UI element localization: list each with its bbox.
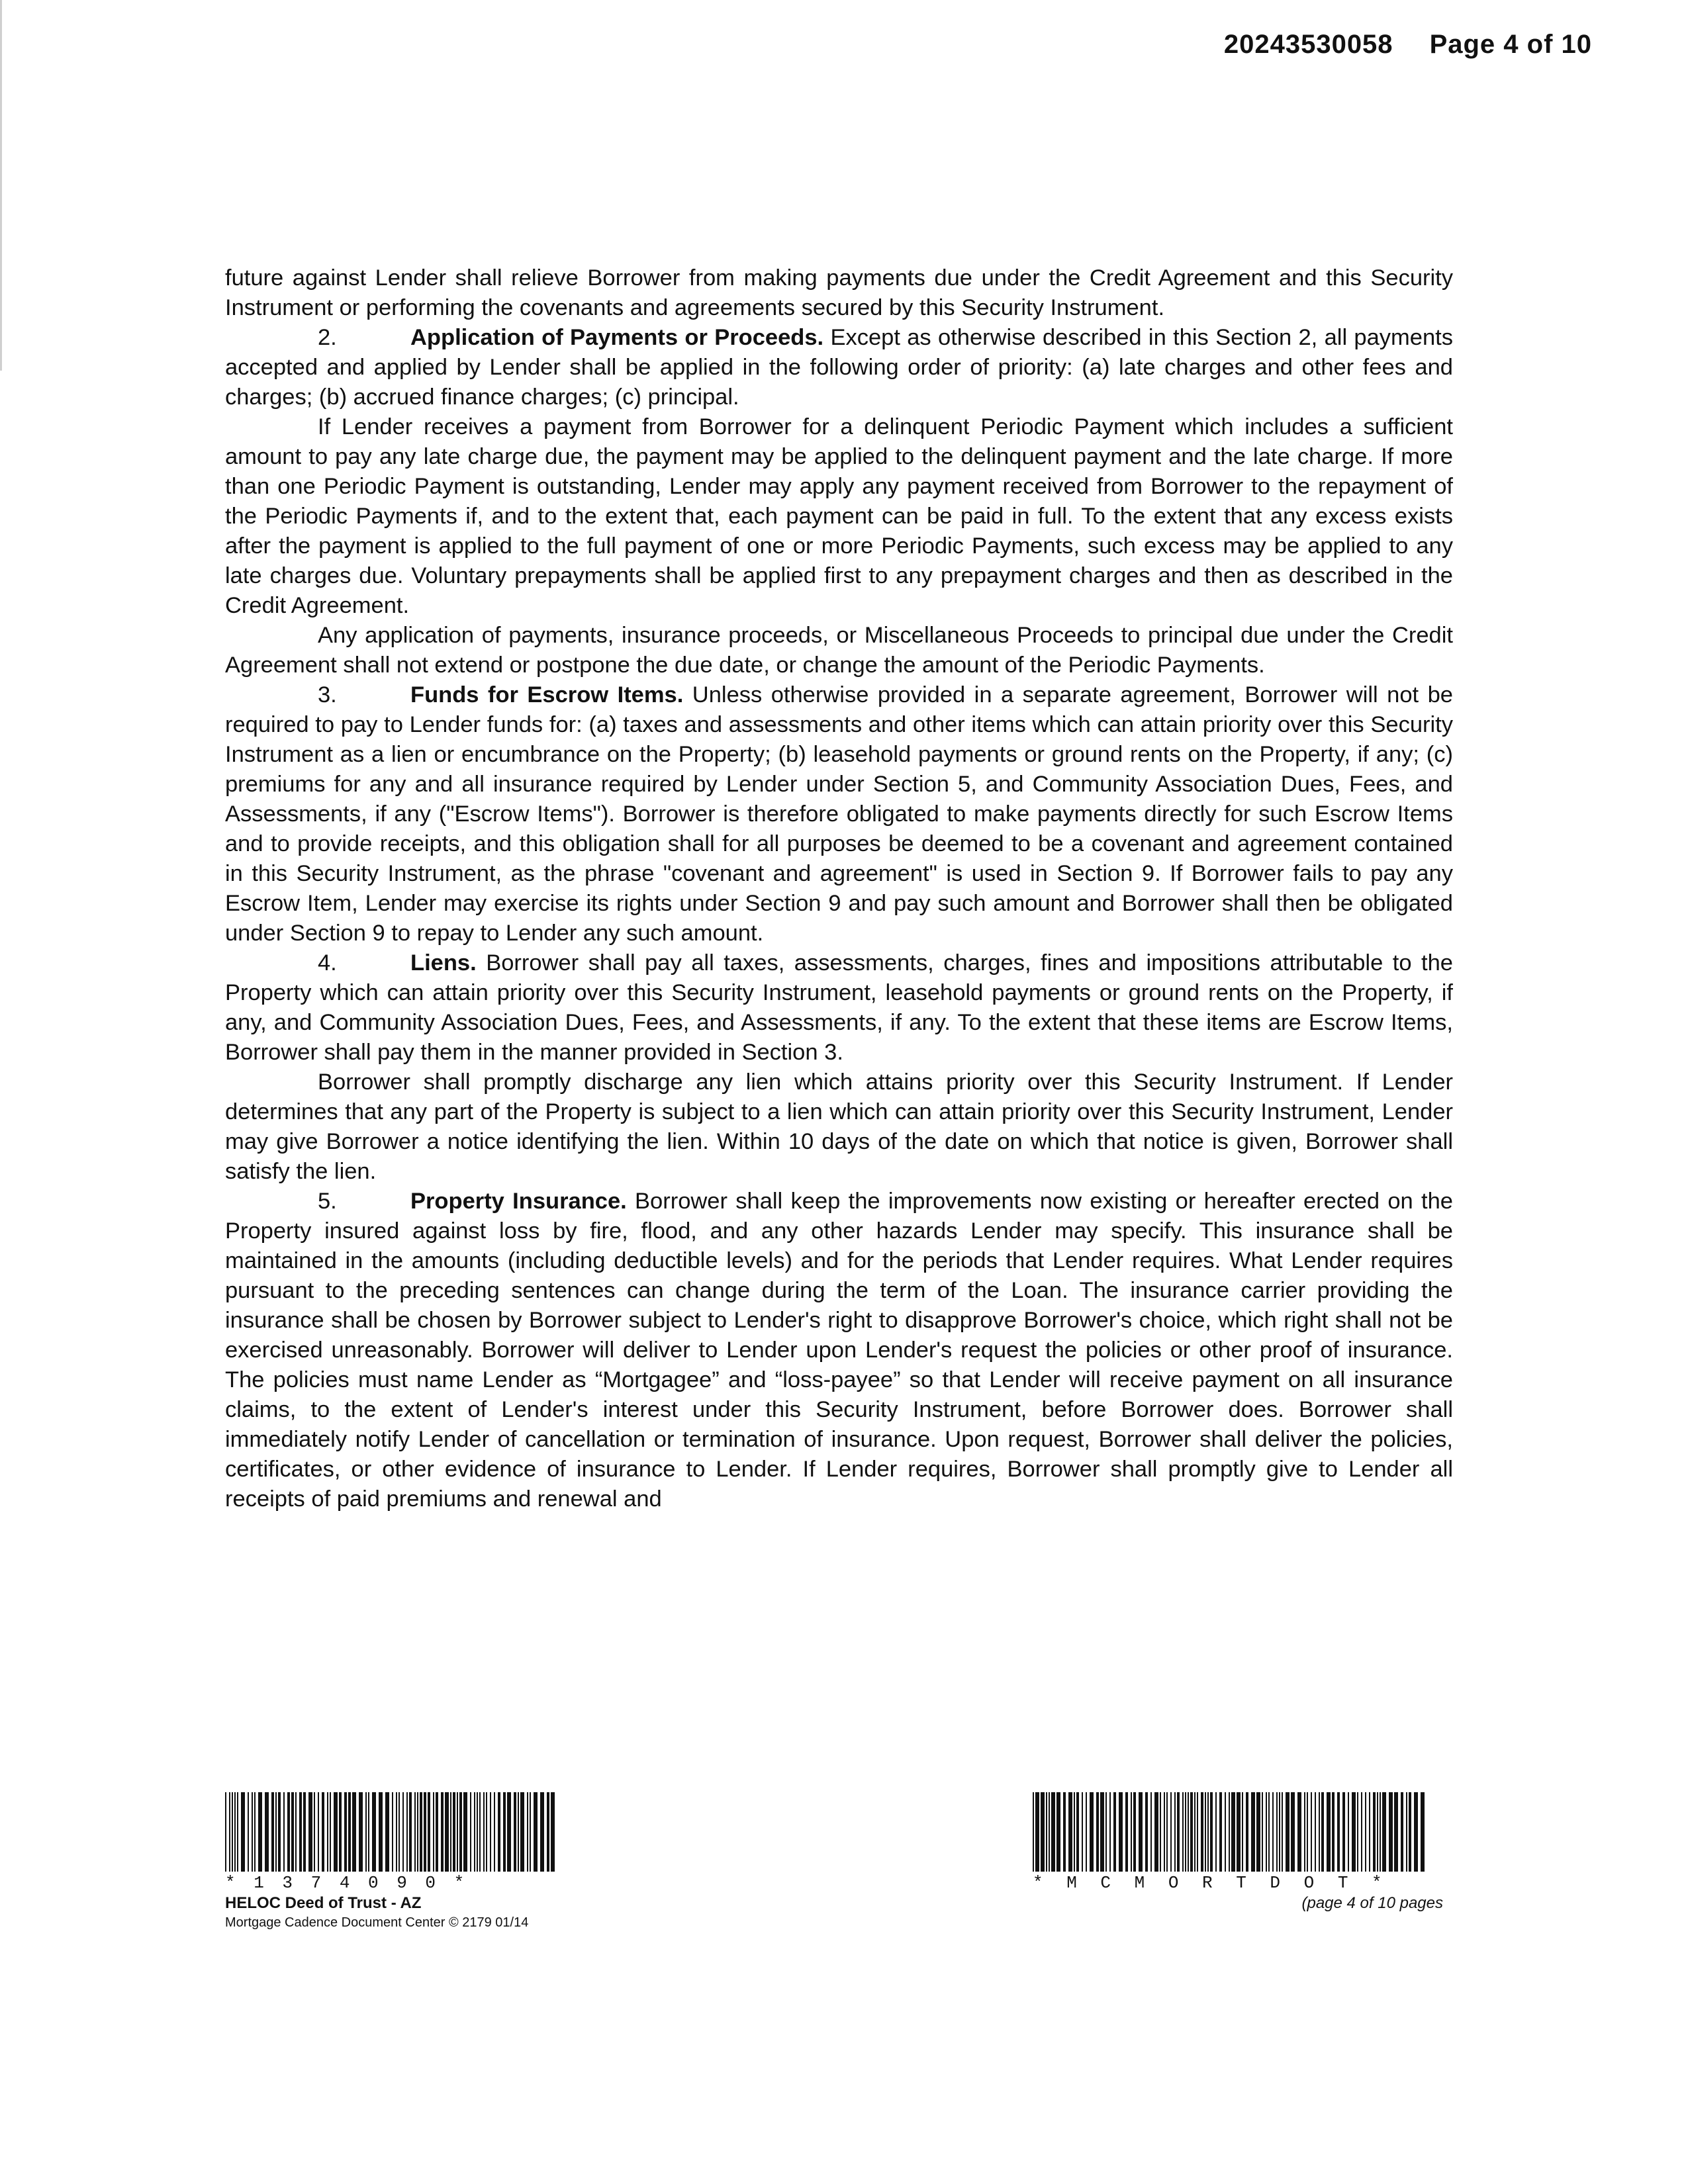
section-3-number: 3. bbox=[318, 682, 337, 707]
barcode-bar bbox=[1046, 1792, 1047, 1872]
barcode-bar bbox=[457, 1792, 458, 1872]
section-2-text: Except as otherwise described in this Section 2, all payments accepted and applied by Lender shall be applied in the following order of priority: (a) late charges and other fees and charges; (b) accrued finance charges; (c) principal. bbox=[225, 325, 1454, 410]
barcode-bar bbox=[237, 1792, 238, 1872]
barcode-bar bbox=[1164, 1792, 1165, 1872]
barcode-bar bbox=[1185, 1792, 1186, 1872]
barcode-bar bbox=[1225, 1792, 1226, 1872]
barcode-bar bbox=[1237, 1792, 1241, 1872]
barcode-bar bbox=[1342, 1792, 1345, 1872]
barcode-bar bbox=[1315, 1792, 1316, 1872]
barcode-bar bbox=[441, 1792, 444, 1872]
barcode-bar bbox=[1266, 1792, 1267, 1872]
barcode-bar bbox=[1279, 1792, 1280, 1872]
barcode-bar bbox=[486, 1792, 487, 1872]
barcode-bar bbox=[1150, 1792, 1152, 1872]
barcode-bar bbox=[287, 1792, 290, 1872]
barcode-bar bbox=[1139, 1792, 1143, 1872]
barcode-bar bbox=[330, 1792, 331, 1872]
barcode-bar bbox=[1242, 1792, 1243, 1872]
barcode-right-text: * M C M O R T D O T * bbox=[1033, 1873, 1389, 1893]
barcode-bar bbox=[1373, 1792, 1376, 1872]
barcode-bar bbox=[534, 1792, 538, 1872]
section-5-title: Property Insurance. bbox=[410, 1189, 627, 1214]
barcode-bar bbox=[1197, 1792, 1198, 1872]
barcode-bar bbox=[1160, 1792, 1161, 1872]
barcode-bar bbox=[283, 1792, 285, 1872]
barcode-bar bbox=[1282, 1792, 1283, 1872]
barcode-bar bbox=[1401, 1792, 1403, 1872]
barcode-bar bbox=[551, 1792, 555, 1872]
barcode-bar bbox=[275, 1792, 277, 1872]
page-header bbox=[1224, 30, 1592, 60]
barcode-bar bbox=[1394, 1792, 1398, 1872]
barcode-bar bbox=[1311, 1792, 1312, 1872]
barcode-bar bbox=[1035, 1792, 1039, 1872]
barcode-bar bbox=[1215, 1792, 1217, 1872]
section-3 bbox=[225, 680, 1453, 948]
barcode-bar bbox=[1076, 1792, 1079, 1872]
barcode-bar bbox=[308, 1792, 312, 1872]
barcode-bar bbox=[1262, 1792, 1263, 1872]
barcode-bar bbox=[483, 1792, 485, 1872]
barcode-bar bbox=[1406, 1792, 1407, 1872]
barcode-bar bbox=[322, 1792, 324, 1872]
barcode-bar bbox=[424, 1792, 426, 1872]
barcode-bar bbox=[258, 1792, 262, 1872]
barcode-bar bbox=[1327, 1792, 1331, 1872]
barcode-bar bbox=[1231, 1792, 1235, 1872]
section-2-paragraph-3: Any application of payments, insurance proceeds, or Miscellaneous Proceeds to principal due under the Credit Agreement shall not extend or postpone the due date, or change the amount of the Periodic Payments. bbox=[225, 623, 1453, 678]
barcode-bar bbox=[241, 1792, 245, 1872]
barcode-bar bbox=[1174, 1792, 1176, 1872]
barcode-bar bbox=[433, 1792, 434, 1872]
barcode-bar bbox=[1276, 1792, 1278, 1872]
barcode-bar bbox=[1369, 1792, 1370, 1872]
barcode-bar bbox=[1380, 1792, 1381, 1872]
barcode-bar bbox=[1068, 1792, 1072, 1872]
barcode-bar bbox=[352, 1792, 356, 1872]
barcode-bar bbox=[540, 1792, 544, 1872]
barcode-bar bbox=[1051, 1792, 1055, 1872]
barcode-bar bbox=[225, 1792, 226, 1872]
barcode-bar bbox=[1361, 1792, 1362, 1872]
barcode-bar bbox=[1256, 1792, 1260, 1872]
page-number: Page 4 of 10 bbox=[1429, 30, 1592, 59]
barcode-bar bbox=[1086, 1792, 1087, 1872]
barcode-bar bbox=[490, 1792, 491, 1872]
barcode-bar bbox=[1357, 1792, 1358, 1872]
barcode-bar bbox=[1049, 1792, 1050, 1872]
section-2-number: 2. bbox=[318, 325, 337, 350]
section-4 bbox=[225, 948, 1453, 1068]
barcode-bar bbox=[348, 1792, 351, 1872]
form-document-center: Mortgage Cadence Document Center © 2179 01/14 bbox=[225, 1915, 529, 1930]
barcode-bar bbox=[1251, 1792, 1255, 1872]
barcode-bar bbox=[1291, 1792, 1295, 1872]
barcode-bar bbox=[494, 1792, 495, 1872]
barcode-bar bbox=[248, 1792, 249, 1872]
barcode-bar bbox=[507, 1792, 511, 1872]
barcode-bar bbox=[402, 1792, 404, 1872]
section-5-text: Borrower shall keep the improvements now existing or hereafter erected on the Property insured against loss by fire, flood, and any other hazards Lender may specify. This insurance shall be maintained in the amounts (including deductible levels) and for the periods that Lender requires. What Lender requires pursuant to the preceding sentences can change during the term of the Loan. The insurance carrier providing the insurance shall be chosen by Borrower subject to Lender's right to disapprove Borrower's choice, which right shall not be exercised unreasonably. Borrower will deliver to Lender upon Lender's request the policies or other proof of insurance. The policies must name Lender as “Mortgagee” and “loss-payee” so that Lender will receive payment on all insurance claims, to the extent of Lender's interest under this Security Instrument, before Borrower does. Borrower shall immediately notify Lender of cancellation or termination of insurance. Upon request, Borrower shall deliver the policies, certificates, or other evidence of insurance to Lender. If Lender requires, Borrower shall promptly give to Lender all receipts of paid premiums and renewal and bbox=[225, 1189, 1453, 1512]
barcode-bar bbox=[291, 1792, 294, 1872]
barcode-bar bbox=[1033, 1792, 1034, 1872]
barcode-bar bbox=[1409, 1792, 1411, 1872]
barcode-bar bbox=[232, 1792, 233, 1872]
section-4-title: Liens. bbox=[410, 950, 477, 976]
barcode-bar bbox=[1201, 1792, 1203, 1872]
section-3-title: Funds for Escrow Items. bbox=[410, 682, 684, 707]
barcode-bar bbox=[1319, 1792, 1320, 1872]
barcode-bar bbox=[254, 1792, 256, 1872]
barcode-bar bbox=[1246, 1792, 1248, 1872]
barcode-bar bbox=[1268, 1792, 1270, 1872]
barcode-bar bbox=[1210, 1792, 1213, 1872]
barcode-bar bbox=[1096, 1792, 1099, 1872]
barcode-bar bbox=[1421, 1792, 1425, 1872]
barcode-bar bbox=[327, 1792, 328, 1872]
barcode-bar bbox=[334, 1792, 338, 1872]
barcode-bar bbox=[1337, 1792, 1340, 1872]
barcode-bar bbox=[234, 1792, 236, 1872]
barcode-bar bbox=[498, 1792, 500, 1872]
barcode-bar bbox=[1100, 1792, 1104, 1872]
barcode-bar bbox=[252, 1792, 253, 1872]
barcode-bar bbox=[1182, 1792, 1184, 1872]
barcode-bar bbox=[1154, 1792, 1158, 1872]
barcode-bar bbox=[409, 1792, 412, 1872]
barcode-bar bbox=[459, 1792, 462, 1872]
barcode-bar bbox=[479, 1792, 481, 1872]
barcode-bar bbox=[1365, 1792, 1366, 1872]
section-4-paragraph-2: Borrower shall promptly discharge any lien which attains priority over this Security Instrument. If Lender determines that any part of the Property is subject to a lien which can attain priority over this Security Instrument, Lender may give Borrower a notice identifying the lien. Within 10 days of the date on which that notice is given, Borrower shall satisfy the lien. bbox=[225, 1069, 1453, 1184]
form-title: HELOC Deed of Trust - AZ bbox=[225, 1894, 422, 1912]
barcode-bar bbox=[396, 1792, 397, 1872]
barcode-bar bbox=[1321, 1792, 1324, 1872]
section-5 bbox=[225, 1187, 1453, 1514]
barcode-bar bbox=[368, 1792, 369, 1872]
scan-edge-line bbox=[0, 0, 2, 371]
barcode-bar bbox=[463, 1792, 467, 1872]
barcode-bar bbox=[265, 1792, 269, 1872]
barcode-bar bbox=[530, 1792, 531, 1872]
barcode-bar bbox=[392, 1792, 393, 1872]
barcode-bar bbox=[339, 1792, 342, 1872]
barcode-bar bbox=[1041, 1792, 1045, 1872]
barcode-bar bbox=[1119, 1792, 1123, 1872]
barcode-bar bbox=[450, 1792, 451, 1872]
barcode-bar bbox=[1082, 1792, 1083, 1872]
barcode-bar bbox=[295, 1792, 297, 1872]
barcode-bar bbox=[1389, 1792, 1393, 1872]
barcode-bar bbox=[1090, 1792, 1094, 1872]
barcode-bar bbox=[303, 1792, 306, 1872]
barcode-bar bbox=[453, 1792, 455, 1872]
barcode-bar bbox=[344, 1792, 347, 1872]
barcode-bar bbox=[1131, 1792, 1132, 1872]
barcode-bar bbox=[1286, 1792, 1289, 1872]
barcode-bar bbox=[1188, 1792, 1189, 1872]
footer-left bbox=[225, 1792, 569, 1931]
barcode-bar bbox=[299, 1792, 302, 1872]
barcode-bar bbox=[1074, 1792, 1075, 1872]
barcode-bar bbox=[1377, 1792, 1378, 1872]
barcode-bar bbox=[399, 1792, 400, 1872]
barcode-bar bbox=[1219, 1792, 1222, 1872]
section-3-text: Unless otherwise provided in a separate agreement, Borrower will not be required to pay to Lender funds for: (a) taxes and assessments and other items which can attain priority over this Security Instrument as a lien or encumbrance on the Property; (b) leasehold payments or ground rents on the Property, if any; (c) premiums for any and all insurance required by Lender under Section 5, and Community Association Dues, Fees, and Assessments, if any ("Escrow Items"). Borrower is therefore obligated to make payments directly for such Escrow Items and to provide receipts, and this obligation shall for all purposes be deemed to be a covenant and agreement contained in this Security Instrument, as the phrase "covenant and agreement" is used in Section 9. If Borrower fails to pay any Escrow Item, Lender may exercise its rights under Section 9 and pay such amount and Borrower shall then be obligated under Section 9 to repay to Lender any such amount. bbox=[225, 682, 1453, 946]
barcode-bar bbox=[547, 1792, 549, 1872]
barcode-bar bbox=[365, 1792, 367, 1872]
document-body bbox=[225, 263, 1453, 1514]
page-count-note: (page 4 of 10 pages bbox=[1301, 1894, 1443, 1912]
barcode-bar bbox=[1109, 1792, 1111, 1872]
barcode-bar bbox=[1194, 1792, 1196, 1872]
barcode-bar bbox=[1125, 1792, 1128, 1872]
barcode-bar bbox=[474, 1792, 475, 1872]
section-2-title: Application of Payments or Proceeds. bbox=[410, 325, 824, 350]
barcode-bar bbox=[514, 1792, 516, 1872]
barcode-bar bbox=[385, 1792, 389, 1872]
barcode-bar bbox=[1297, 1792, 1301, 1872]
barcode-bar bbox=[1205, 1792, 1206, 1872]
barcode-bar bbox=[1063, 1792, 1066, 1872]
footer-right bbox=[1033, 1792, 1443, 1913]
barcode-bar bbox=[1113, 1792, 1116, 1872]
barcode-bar bbox=[1190, 1792, 1193, 1872]
barcode-left-text: * 1 3 7 4 0 9 0 * bbox=[225, 1873, 469, 1893]
barcode-bar bbox=[417, 1792, 418, 1872]
barcode-right bbox=[1033, 1792, 1430, 1872]
section-2-paragraph-2: If Lender receives a payment from Borrower for a delinquent Periodic Payment which includes a sufficient amount to pay any late charge due, the payment may be applied to the delinquent payment and the late charge. If more than one Periodic Payment is outstanding, Lender may apply any payment received from Borrower to the repayment of the Periodic Payments if, and to the extent that, each payment can be paid in full. To the extent that any excess exists after the payment is applied to the full payment of one or more Periodic Payments, such excess may be applied to any late charges due. Voluntary prepayments shall be applied first to any prepayment charges and then as described in the Credit Agreement. bbox=[225, 414, 1453, 618]
barcode-bar bbox=[470, 1792, 471, 1872]
barcode-left bbox=[225, 1792, 556, 1872]
barcode-bar bbox=[318, 1792, 319, 1872]
barcode-bar bbox=[314, 1792, 315, 1872]
barcode-bar bbox=[229, 1792, 230, 1872]
barcode-bar bbox=[372, 1792, 376, 1872]
barcode-bar bbox=[436, 1792, 438, 1872]
barcode-bar bbox=[420, 1792, 422, 1872]
barcode-bar bbox=[1105, 1792, 1107, 1872]
barcode-bar bbox=[359, 1792, 363, 1872]
section-2 bbox=[225, 323, 1453, 412]
barcode-bar bbox=[520, 1792, 524, 1872]
barcode-bar bbox=[1145, 1792, 1148, 1872]
barcode-bar bbox=[1272, 1792, 1274, 1872]
barcode-bar bbox=[428, 1792, 430, 1872]
barcode-bar bbox=[477, 1792, 478, 1872]
document-number: 20243530058 bbox=[1223, 30, 1393, 59]
barcode-bar bbox=[1382, 1792, 1386, 1872]
barcode-bar bbox=[1229, 1792, 1230, 1872]
barcode-bar bbox=[1170, 1792, 1172, 1872]
barcode-bar bbox=[406, 1792, 408, 1872]
section-4-number: 4. bbox=[318, 950, 337, 976]
barcode-bar bbox=[278, 1792, 281, 1872]
barcode-bar bbox=[414, 1792, 416, 1872]
paragraph-continuation: future against Lender shall relieve Borrower from making payments due under the Credit Agreement and this Security Instrument or performing the covenants and agreements secured by this Security Instrument. bbox=[225, 265, 1453, 320]
barcode-bar bbox=[379, 1792, 383, 1872]
barcode-bar bbox=[527, 1792, 528, 1872]
barcode-bar bbox=[1177, 1792, 1180, 1872]
barcode-bar bbox=[1332, 1792, 1335, 1872]
barcode-bar bbox=[1352, 1792, 1356, 1872]
barcode-bar bbox=[1414, 1792, 1418, 1872]
barcode-bar bbox=[1166, 1792, 1168, 1872]
section-5-number: 5. bbox=[318, 1189, 337, 1214]
barcode-bar bbox=[271, 1792, 274, 1872]
barcode-bar bbox=[518, 1792, 519, 1872]
barcode-bar bbox=[503, 1792, 506, 1872]
barcode-bar bbox=[1133, 1792, 1136, 1872]
barcode-bar bbox=[1307, 1792, 1308, 1872]
barcode-bar bbox=[1207, 1792, 1209, 1872]
barcode-bar bbox=[1348, 1792, 1349, 1872]
barcode-bar bbox=[1056, 1792, 1060, 1872]
barcode-bar bbox=[1304, 1792, 1305, 1872]
section-4-text: Borrower shall pay all taxes, assessments, charges, fines and impositions attributable to the Property which can attain priority over this Security Instrument, leasehold payments or ground rents on the Property, if any, and Community Association Dues, Fees, and Assessments, if any. To the extent that these items are Escrow Items, Borrower shall pay them in the manner provided in Section 3. bbox=[225, 950, 1453, 1065]
barcode-bar bbox=[445, 1792, 449, 1872]
